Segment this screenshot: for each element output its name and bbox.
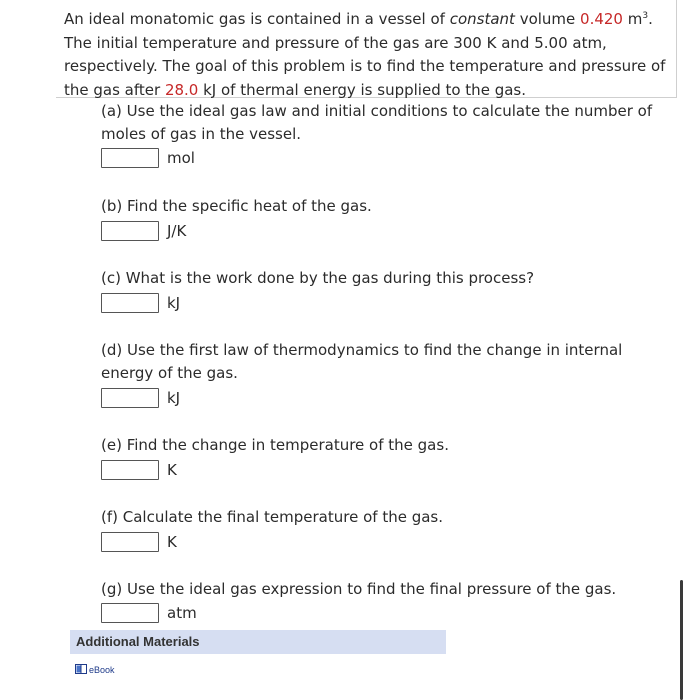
answer-row-a xyxy=(101,148,195,168)
book-icon xyxy=(75,664,89,676)
answer-input-c[interactable] xyxy=(101,293,159,313)
volume-value: 0.420 xyxy=(580,10,623,28)
question-b: (b) Find the specific heat of the gas. xyxy=(101,197,372,215)
answer-input-f[interactable] xyxy=(101,532,159,552)
question-e: (e) Find the change in temperature of the gas. xyxy=(101,436,449,454)
answer-row-c xyxy=(101,293,180,313)
ebook-link[interactable] xyxy=(75,664,115,676)
answer-input-e[interactable] xyxy=(101,460,159,480)
energy-value: 28.0 xyxy=(164,80,199,99)
question-c: (c) What is the work done by the gas during this process? xyxy=(101,269,535,287)
problem-statement: An ideal monatomic gas is contained in a vessel of constant volume 0.420 $m^3$. The initial temperature and pressure of the gas are 300 K and 5.00 atm, respectively. The goal of this problem is to find the temperature and pressure of the gas after 28.0 kJ of thermal energy is supplied to the gas. xyxy=(64,10,666,99)
answer-input-a[interactable] xyxy=(101,148,159,168)
answer-row-d xyxy=(101,388,180,408)
unit-label-d: kJ xyxy=(167,389,181,407)
additional-materials-header xyxy=(70,630,446,654)
additional-materials-title: Additional Materials xyxy=(76,634,200,649)
unit-label-g: atm xyxy=(167,604,197,622)
question-a: (a) Use the ideal gas law and initial conditions to calculate the number of moles of gas in the vessel. xyxy=(101,102,653,143)
unit-label-f: K xyxy=(167,533,177,551)
unit-label-c: kJ xyxy=(167,294,181,312)
answer-row-e xyxy=(101,460,177,480)
unit-label-e: K xyxy=(167,461,177,479)
answer-input-d[interactable] xyxy=(101,388,159,408)
question-f: (f) Calculate the final temperature of the gas. xyxy=(101,508,444,526)
unit-label-a: mol xyxy=(167,149,195,167)
unit-label-b: J/K xyxy=(167,222,187,240)
scrollbar[interactable] xyxy=(680,580,683,700)
question-d: (d) Use the first law of thermodynamics to find the change in internal energy of the gas. xyxy=(101,341,623,382)
answer-row-f xyxy=(101,532,177,552)
question-g: (g) Use the ideal gas expression to find the final pressure of the gas. xyxy=(101,580,617,598)
answer-row-b xyxy=(101,221,186,241)
ebook-label: eBook xyxy=(89,665,115,675)
answer-input-g[interactable] xyxy=(101,603,159,623)
answer-input-b[interactable] xyxy=(101,221,159,241)
answer-row-g xyxy=(101,603,197,623)
